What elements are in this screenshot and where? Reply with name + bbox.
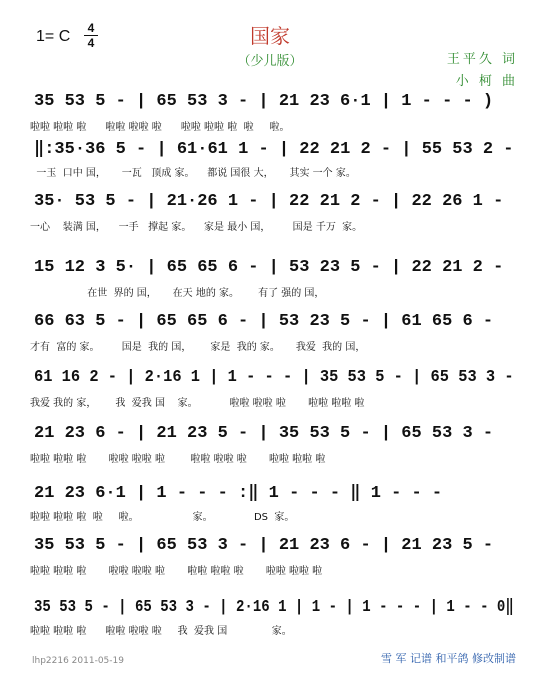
score-row	[0, 536, 540, 590]
notation-line: 35 53 5 - | 65 53 3 - | 21 23 6 - | 21 23 5 -	[34, 536, 494, 555]
notation-line: 35· 53 5 - | 21·26 1 - | 22 21 2 - | 22 26 1 -	[34, 192, 504, 211]
song-title: 国家	[250, 24, 290, 48]
score-row	[0, 596, 540, 650]
score-row	[0, 192, 540, 246]
time-signature-bottom: 4	[87, 36, 95, 50]
notation-line: 21 23 6 - | 21 23 5 - | 35 53 5 - | 65 53 3 -	[34, 424, 494, 443]
notation-line: 35 53 5 - | 65 53 3 - | 2·16 1 | 1 - | 1 - - - | 1 - - 0‖	[34, 598, 514, 617]
score-row	[0, 482, 540, 536]
notation-line: 61 16 2 - | 2·16 1 | 1 - - - | 35 53 5 - | 65 53 3 -	[34, 368, 514, 387]
footer-id-date: lhp2216 2011-05-19	[32, 656, 124, 666]
lyric-line: 啦啦 啦啦 啦 啦 啦。 家。 DS 家。	[30, 512, 295, 523]
score-row	[0, 258, 540, 312]
lyric-line: 才有 富的 家。 国是 我的 国， 家是 我的 家。 我爱 我的 国，	[30, 342, 366, 353]
notation-line: 15 12 3 5· | 65 65 6 - | 53 23 5 - | 22 21 2 -	[34, 258, 504, 277]
score-row	[0, 424, 540, 478]
lyric-line: 啦啦 啦啦 啦 啦啦 啦啦 啦 啦啦 啦啦 啦 啦 啦。	[30, 122, 290, 133]
notation-line: ‖:35·36 5 - | 61·61 1 - | 22 21 2 - | 55 53 2 -	[34, 140, 514, 159]
notation-line: 35 53 5 - | 65 53 3 - | 21 23 6·1 | 1 - - - )	[34, 92, 494, 111]
score-row	[0, 138, 540, 192]
lyric-line: 我爱 我的 家， 我 爱我 国 家。 啦啦 啦啦 啦 啦啦 啦啦 啦	[30, 398, 365, 409]
score-row	[0, 312, 540, 366]
lyric-line: 啦啦 啦啦 啦 啦啦 啦啦 啦 啦啦 啦啦 啦 啦啦 啦啦 啦	[30, 454, 326, 465]
lyric-line: 一心 装满 国， 一手 撑起 家。 家是 最小 国， 国是 千万 家。	[30, 222, 363, 233]
lyric-line: 啦啦 啦啦 啦 啦啦 啦啦 啦 我 爱我 国 家。	[30, 626, 292, 637]
key-signature: 1= C	[36, 28, 71, 45]
lyricist-credit: 王平久 词	[446, 52, 518, 67]
song-subtitle: （少儿版）	[237, 54, 303, 69]
notation-line: 21 23 6·1 | 1 - - - :‖ 1 - - - ‖ 1 - - -	[34, 484, 443, 503]
score-row	[0, 368, 540, 422]
lyric-line: 在世 界的 国， 在天 地的 家。 有了 强的 国，	[30, 288, 325, 299]
lyric-line: 啦啦 啦啦 啦 啦啦 啦啦 啦 啦啦 啦啦 啦 啦啦 啦啦 啦	[30, 566, 323, 577]
footer-credits: 雪 军 记谱 和平鸽 修改制谱	[381, 652, 516, 665]
notation-line: 66 63 5 - | 65 65 6 - | 53 23 5 - | 61 65 6 -	[34, 312, 494, 331]
lyric-line: 一玉 口中 国， 一瓦 顶成 家。 都说 国很 大， 其实 一个 家。	[30, 168, 356, 179]
time-signature-top: 4	[87, 21, 95, 35]
composer-credit: 小 柯 曲	[455, 74, 518, 89]
